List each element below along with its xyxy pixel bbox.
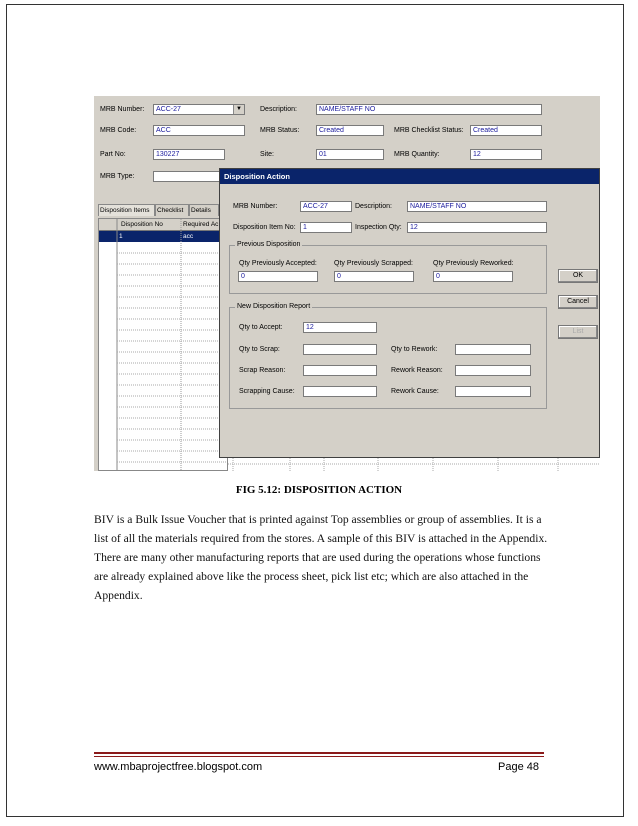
qty-to-scrap-label: Qty to Scrap: (239, 346, 280, 353)
rework-reason-field[interactable] (455, 365, 531, 376)
scrapping-cause-label: Scrapping Cause: (239, 388, 295, 395)
mrb-type-field[interactable] (153, 171, 225, 182)
dlg-item-no-field[interactable]: 1 (300, 222, 352, 233)
mrb-status-label: MRB Status: (260, 127, 300, 134)
new-disposition-report-group (229, 303, 547, 409)
mrb-number-dropdown[interactable] (153, 104, 245, 115)
footer-page-number: Page 48 (498, 761, 539, 773)
qty-prev-reworked-field[interactable]: 0 (433, 271, 513, 282)
checklist-status-field[interactable]: Created (470, 125, 542, 136)
dlg-mrb-number-field[interactable]: ACC-27 (300, 201, 352, 212)
paragraph: There are many other manufacturing reports that are used during the operations whose functions are already explained above like the process sheet, pick list etc; which are also attached in the Appendix. (94, 551, 541, 602)
mrb-code-field[interactable]: ACC (153, 125, 245, 136)
column-header[interactable]: Disposition No (121, 221, 163, 228)
mrb-code-label: MRB Code: (100, 127, 137, 134)
qty-prev-accepted-label: Qty Previously Accepted: (239, 260, 317, 267)
table-cell: 1 (119, 233, 123, 240)
part-no-label: Part No: (100, 151, 126, 158)
disposition-action-dialog (219, 168, 600, 458)
dlg-item-no-label: Disposition Item No: (233, 224, 296, 231)
rework-cause-label: Rework Cause: (391, 388, 439, 395)
dlg-mrb-number-label: MRB Number: (233, 203, 278, 210)
background-grid-lines (228, 458, 600, 471)
column-header[interactable]: Required Ac (183, 221, 219, 228)
rework-cause-field[interactable] (455, 386, 531, 397)
dlg-inspection-qty-field[interactable]: 12 (407, 222, 547, 233)
mrb-quantity-field[interactable]: 12 (470, 149, 542, 160)
scrap-reason-label: Scrap Reason: (239, 367, 286, 374)
new-disposition-report-title: New Disposition Report (237, 303, 311, 310)
previous-disposition-title: Previous Disposition (237, 241, 301, 248)
mrb-quantity-label: MRB Quantity: (394, 151, 440, 158)
disposition-grid (98, 218, 228, 471)
previous-disposition-group (229, 241, 547, 294)
tab-details[interactable]: Details (189, 204, 219, 216)
qty-to-rework-label: Qty to Rework: (391, 346, 438, 353)
ok-button[interactable]: OK (558, 269, 598, 283)
site-label: Site: (260, 151, 275, 158)
scrapping-cause-field[interactable] (303, 386, 377, 397)
dlg-description-label: Description: (355, 203, 392, 210)
description-field[interactable]: NAME/STAFF NO (316, 104, 542, 115)
scrap-reason-field[interactable] (303, 365, 377, 376)
paragraph: BIV is a Bulk Issue Voucher that is printed against Top assemblies or group of assemblies. It is a list of all the materials required from the stores. A sample of this BIV is attached in the Appendix. (94, 513, 548, 545)
site-field[interactable]: 01 (316, 149, 384, 160)
qty-to-accept-label: Qty to Accept: (239, 324, 283, 331)
tab-disposition-items[interactable]: Disposition Items (98, 204, 155, 216)
table-cell: acc (183, 233, 194, 240)
grid-lines (99, 219, 228, 471)
qty-to-rework-field[interactable] (455, 344, 531, 355)
qty-prev-scrapped-field[interactable]: 0 (334, 271, 414, 282)
qty-prev-scrapped-label: Qty Previously Scrapped: (334, 260, 413, 267)
checklist-status-label: MRB Checklist Status: (394, 127, 464, 134)
qty-prev-reworked-label: Qty Previously Reworked: (433, 260, 514, 267)
description-label: Description: (260, 106, 297, 113)
footer-website: www.mbaprojectfree.blogspot.com (94, 761, 263, 773)
mrb-number-value: ACC-27 (156, 106, 181, 113)
qty-to-scrap-field[interactable] (303, 344, 377, 355)
body-text (94, 510, 554, 605)
screenshot-mrb-form (94, 96, 600, 471)
dlg-inspection-qty-label: Inspection Qty: (355, 224, 402, 231)
chevron-down-icon[interactable]: ▼ (233, 105, 244, 114)
part-no-field[interactable]: 130227 (153, 149, 225, 160)
rework-reason-label: Rework Reason: (391, 367, 443, 374)
dialog-title[interactable]: Disposition Action (220, 169, 599, 184)
qty-to-accept-field[interactable]: 12 (303, 322, 377, 333)
list-button[interactable]: List (558, 325, 598, 339)
footer-rule (94, 752, 544, 757)
mrb-number-label: MRB Number: (100, 106, 145, 113)
mrb-type-label: MRB Type: (100, 173, 135, 180)
qty-prev-accepted-field[interactable]: 0 (238, 271, 318, 282)
cancel-button[interactable]: Cancel (558, 295, 598, 309)
tab-checklist[interactable]: Checklist (155, 204, 189, 216)
mrb-status-field[interactable]: Created (316, 125, 384, 136)
dlg-description-field[interactable]: NAME/STAFF NO (407, 201, 547, 212)
figure-caption: FIG 5.12: DISPOSITION ACTION (235, 484, 403, 496)
